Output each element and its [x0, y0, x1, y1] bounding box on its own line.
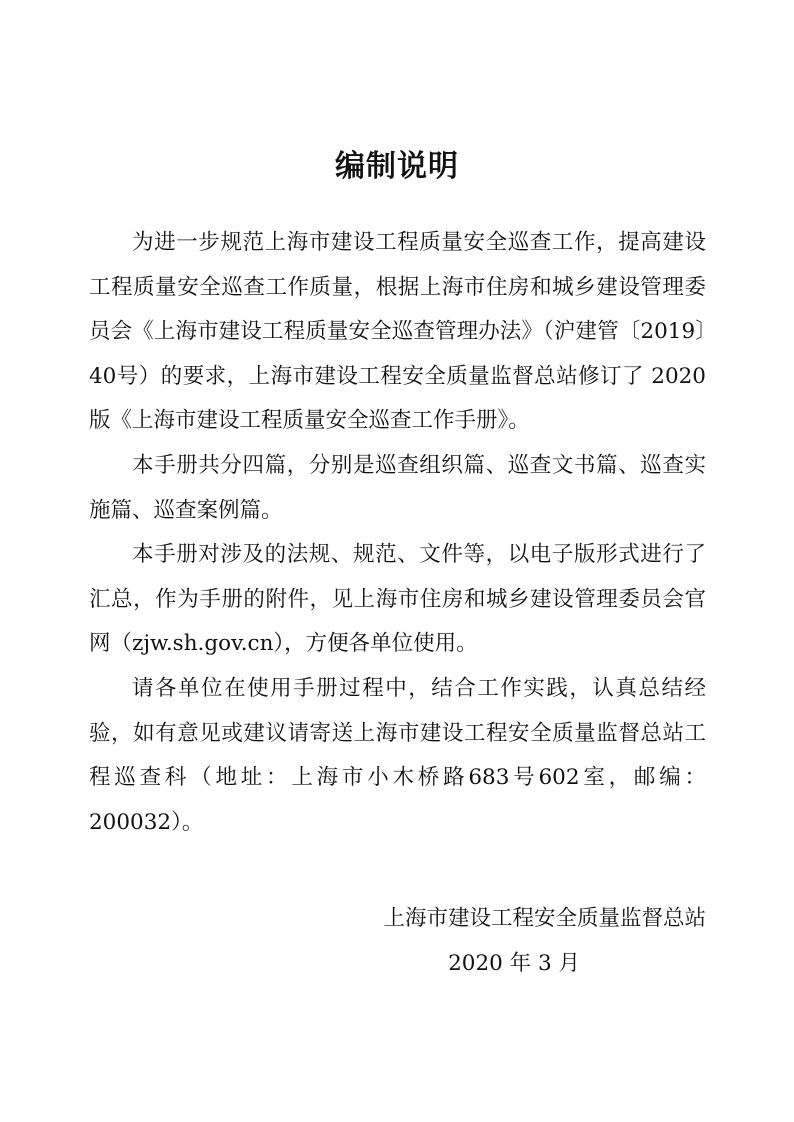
- paragraph-appendix: 本手册对涉及的法规、规范、文件等，以电子版形式进行了汇总，作为手册的附件，见上海市住房和城乡建设管理委员会官网（zjw.sh.gov.cn），方便各单位使用。: [89, 542, 706, 657]
- signature-organization: 上海市建设工程安全质量监督总站: [383, 906, 706, 931]
- signature-date: 2020 年 3 月: [448, 950, 580, 976]
- document-title: 编制说明: [335, 149, 459, 185]
- paragraph-purpose: 为进一步规范上海市建设工程质量安全巡查工作，提高建设工程质量安全巡查工作质量，根据上海市住房和城乡建设管理委员会《上海市建设工程质量安全巡查管理办法》（沪建管〔2019〕40号）的要求，上海市建设工程安全质量监督总站修订了 2020 版《上海市建设工程质量安全巡查工作手册》。: [89, 230, 706, 434]
- signature-block: [89, 897, 706, 986]
- paragraph-structure: 本手册共分四篇，分别是巡查组织篇、巡查文书篇、巡查实施篇、巡查案例篇。: [89, 452, 706, 523]
- paragraph-feedback: 请各单位在使用手册过程中，结合工作实践，认真总结经验，如有意见或建议请寄送上海市建设工程安全质量监督总站工程巡查科（地址：上海市小木桥路683号602室，邮编：200032）。: [89, 675, 706, 835]
- document-body: [89, 221, 706, 845]
